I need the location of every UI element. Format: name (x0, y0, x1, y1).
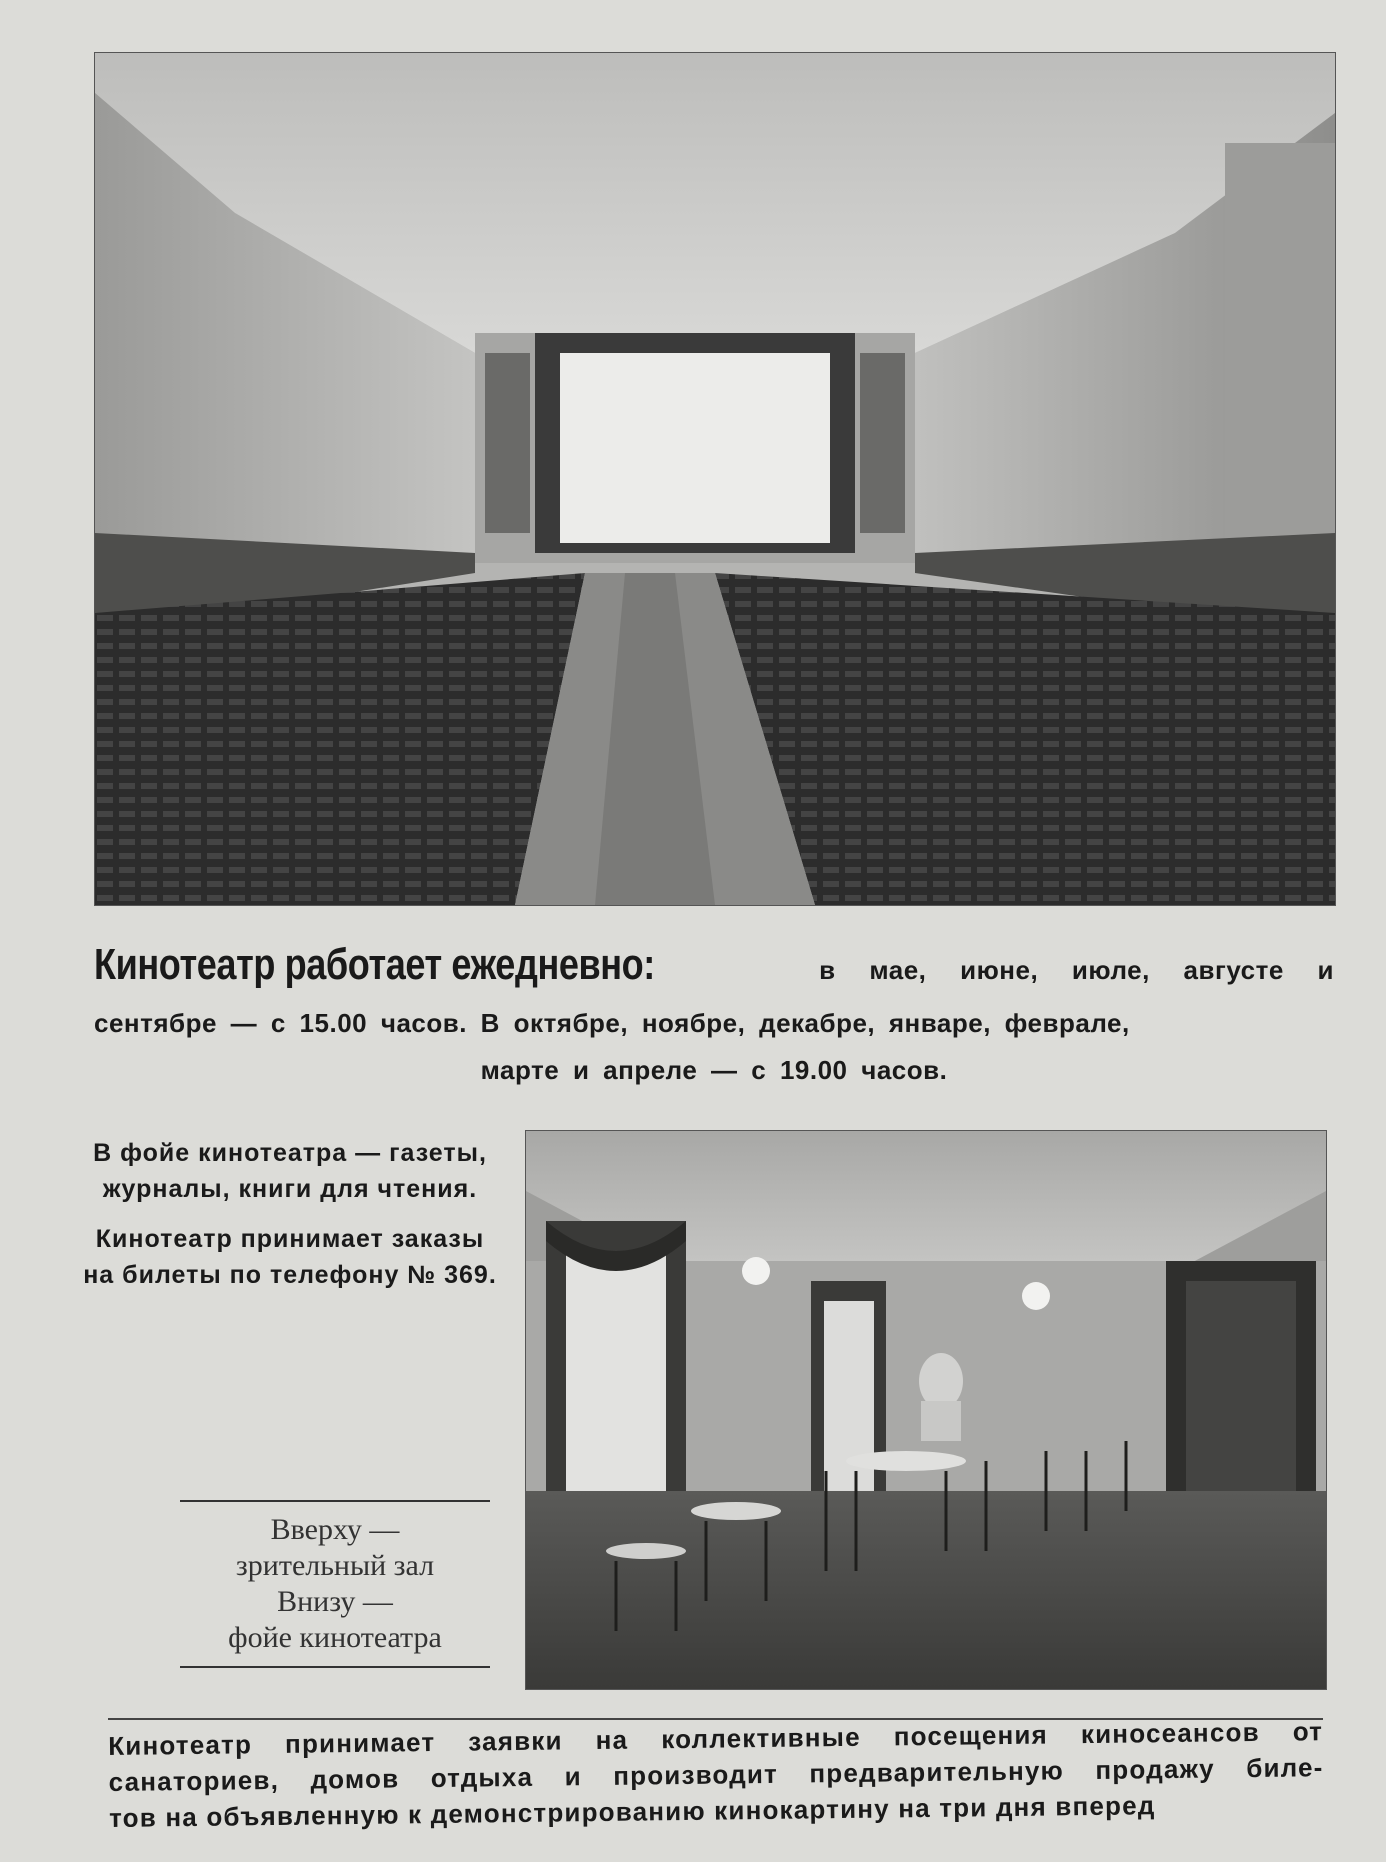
caption-top-desc: зрительный зал (235, 1549, 435, 1582)
caption-top-label: Вверху — (270, 1513, 400, 1546)
hours-line2: сентябре — с 15.00 часов. В октябре, ноябре, декабре, январе, феврале, (94, 1008, 1130, 1038)
caption-bottom-label: Внизу — (277, 1585, 393, 1618)
auditorium-photo (94, 52, 1336, 906)
photo-caption (180, 1500, 490, 1668)
caption-bottom-desc: фойе кинотеатра (228, 1621, 442, 1654)
hours-months-line1: в мае, июне, июле, августе и (819, 955, 1334, 985)
hours-heading: Кинотеатр работает ежедневно: (94, 940, 655, 989)
ticket-info: Кинотеатр принимает заказы на билеты по телефону № 369. (83, 1225, 497, 1289)
footer-text (108, 1713, 1324, 1836)
footer-line2: санаториев, домов отдыха и производит предварительную продажу биле- (108, 1752, 1324, 1797)
hours-line3: марте и апреле — с 19.00 часов. (480, 1055, 948, 1085)
foyer-info: В фойе кинотеатра — газеты, журналы, книги для чтения. (93, 1139, 487, 1203)
info-column (80, 1135, 500, 1307)
footer-line1: Кинотеатр принимает заявки на коллективные посещения киносеансов от (108, 1716, 1324, 1761)
footer-line3: тов на объявленную к демонстрированию кинокартину на три дня вперед (108, 1790, 1156, 1833)
foyer-photo (525, 1130, 1327, 1690)
hours-block (94, 940, 1334, 1086)
